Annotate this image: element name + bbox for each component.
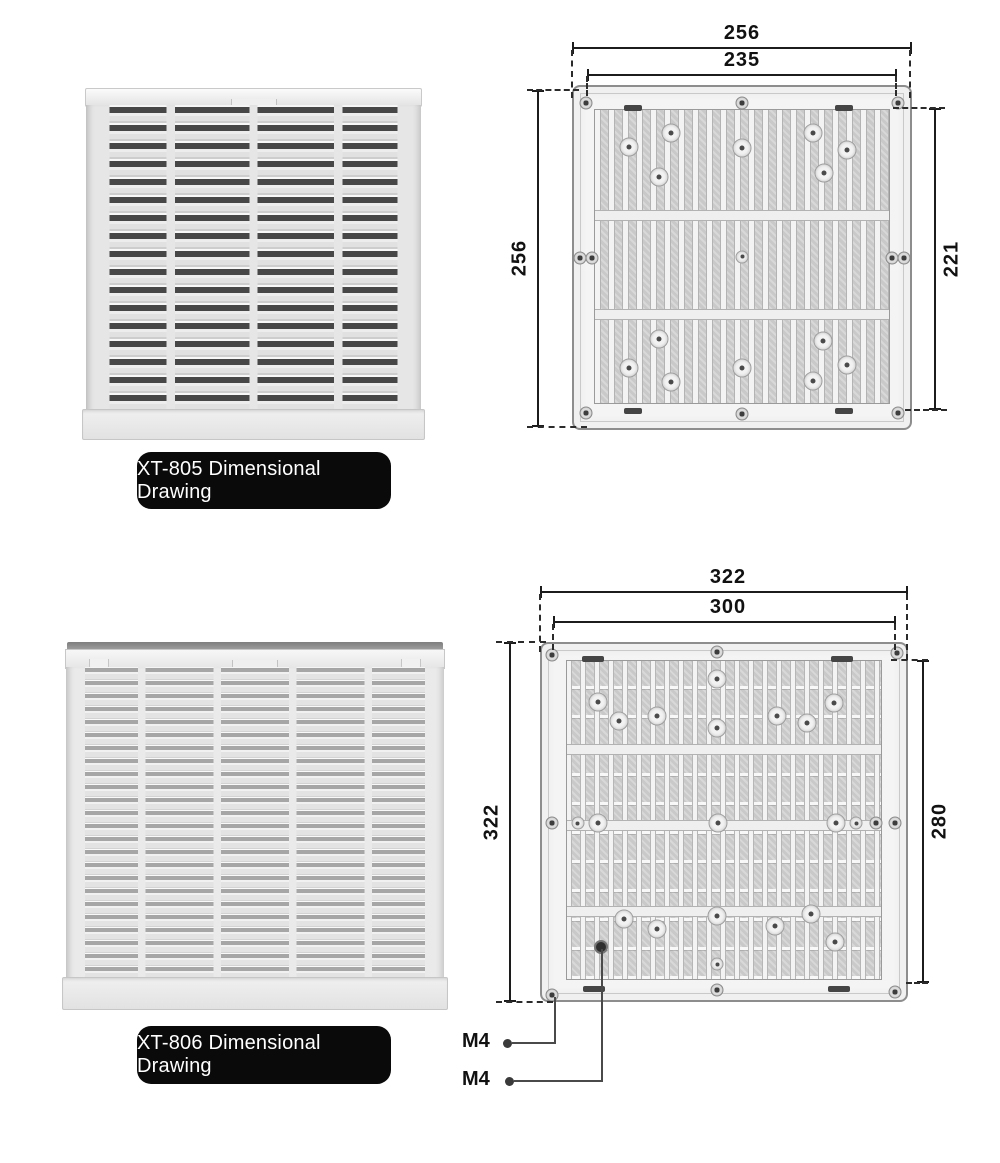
frame-screw (711, 984, 724, 997)
screw-post (825, 693, 844, 712)
screw-post (827, 814, 846, 833)
screw-post (661, 123, 680, 142)
screw-post (838, 140, 857, 159)
screw-post (648, 706, 667, 725)
xt806-base-strip (62, 977, 448, 1010)
screw-post (850, 817, 863, 830)
extension-line (527, 426, 587, 428)
dim-line-806-inner-width (553, 621, 896, 623)
clip-slot (835, 408, 853, 414)
extension-line (586, 76, 588, 96)
dim-806-inner-width: 300 (709, 596, 747, 618)
extension-line (894, 624, 896, 650)
screw-post (708, 718, 727, 737)
frame-screw (869, 817, 882, 830)
xt806-front-view (65, 642, 445, 1010)
screw-post (589, 693, 608, 712)
frame-screw (892, 406, 905, 419)
screw-post (648, 920, 667, 939)
callout-m4-top: M4 (462, 1030, 490, 1052)
grille-rail (595, 309, 889, 320)
frame-screw (579, 96, 592, 109)
dim-805-inner-width: 235 (723, 49, 761, 71)
xt805-filter-grille (594, 109, 890, 404)
dim-805-outer-width: 256 (723, 22, 761, 44)
clip-slot (835, 105, 853, 111)
extension-line (496, 1001, 553, 1003)
screw-post (815, 163, 834, 182)
dim-line-805-inner-height (934, 108, 936, 410)
screw-post (609, 711, 628, 730)
grille-rail (567, 744, 881, 755)
xt806-filter-grille (566, 660, 882, 980)
dim-806-outer-height: 322 (480, 803, 503, 841)
screw-post (619, 137, 638, 156)
xt805-louver-grille (86, 105, 421, 411)
extension-line (906, 982, 928, 984)
screw-post (765, 917, 784, 936)
callout-dot (505, 1077, 514, 1086)
frame-screw (546, 648, 559, 661)
extension-line (891, 659, 928, 661)
frame-screw (885, 251, 898, 264)
screw-post (661, 373, 680, 392)
extension-line (893, 107, 945, 109)
callout-m4-bottom: M4 (462, 1068, 490, 1090)
callout-leader (601, 949, 603, 1082)
dim-line-805-inner-width (587, 74, 897, 76)
extension-line (909, 50, 911, 98)
screw-post (649, 329, 668, 348)
extension-line (496, 641, 546, 643)
screw-post (797, 713, 816, 732)
frame-screw (579, 406, 592, 419)
extension-line (552, 624, 554, 650)
screw-post (733, 358, 752, 377)
screw-post (736, 250, 749, 263)
frame-screw (889, 985, 902, 998)
frame-screw (546, 817, 559, 830)
frame-screw (897, 251, 910, 264)
dim-805-outer-height: 256 (508, 239, 531, 277)
screw-post (711, 958, 724, 971)
callout-leader (514, 1080, 603, 1082)
extension-line (906, 594, 908, 660)
screw-post (588, 814, 607, 833)
extension-line (905, 409, 947, 411)
screw-post (803, 372, 822, 391)
xt806-top-strip (67, 642, 443, 649)
extension-line (539, 594, 541, 652)
xt805-back-view (572, 85, 912, 430)
xt805-base-strip (82, 409, 425, 440)
callout-dot (503, 1039, 512, 1048)
frame-screw (736, 408, 749, 421)
screw-post (708, 669, 727, 688)
xt806-label: XT-806 Dimensional Drawing (137, 1026, 391, 1084)
frame-screw (889, 817, 902, 830)
clip-slot (624, 408, 642, 414)
xt806-louver-grille (66, 667, 444, 979)
screw-post (709, 814, 728, 833)
screw-post (767, 706, 786, 725)
frame-screw (736, 96, 749, 109)
frame-screw (546, 988, 559, 1001)
clip-slot (831, 656, 853, 662)
extension-line (895, 76, 897, 96)
screw-post (803, 123, 822, 142)
screw-post (649, 167, 668, 186)
dim-806-outer-width: 322 (709, 566, 747, 588)
screw-post (826, 933, 845, 952)
screw-post (619, 358, 638, 377)
dim-line-806-outer-height (509, 642, 511, 1002)
clip-slot (624, 105, 642, 111)
dim-line-806-outer-width (540, 591, 908, 593)
frame-screw (586, 251, 599, 264)
screw-post (614, 909, 633, 928)
dim-line-806-inner-height (922, 660, 924, 983)
frame-screw (890, 647, 903, 660)
grille-rail (595, 210, 889, 221)
xt805-front-view (85, 88, 422, 440)
dim-line-805-outer-height (537, 90, 539, 427)
dim-805-inner-height: 221 (940, 240, 963, 278)
screw-post (813, 332, 832, 351)
clip-slot (828, 986, 850, 992)
screw-post (802, 905, 821, 924)
callout-leader (554, 997, 556, 1044)
callout-leader (512, 1042, 556, 1044)
screw-post (733, 138, 752, 157)
xt805-label: XT-805 Dimensional Drawing (137, 452, 391, 509)
frame-screw (711, 646, 724, 659)
clip-slot (582, 656, 604, 662)
screw-post (571, 817, 584, 830)
screw-post (708, 907, 727, 926)
xt806-head-band (65, 649, 445, 669)
extension-line (527, 89, 579, 91)
dim-806-inner-height: 280 (928, 802, 951, 840)
screw-post (838, 355, 857, 374)
